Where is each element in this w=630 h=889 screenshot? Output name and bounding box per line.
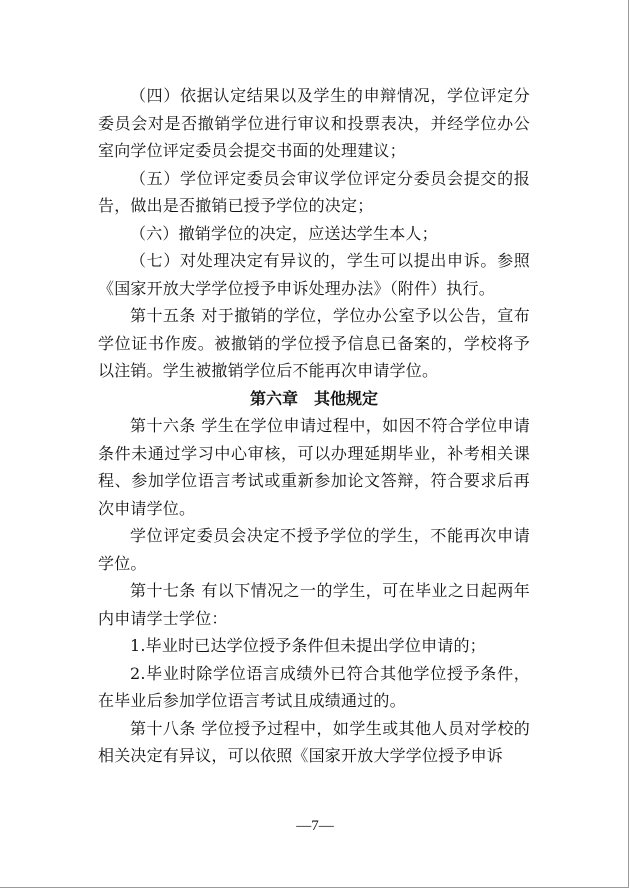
chapter-heading: 第六章 其他规定 xyxy=(249,388,378,408)
page-number: —7— xyxy=(296,818,334,834)
list-item-1: 1.毕业时已达学位授予条件但未提出学位申请的； xyxy=(130,636,486,655)
paragraph-degree-committee: 学位评定委员会决定不授予学位的学生，不能再次申请学位。 xyxy=(98,526,530,573)
paragraph-item-5: （五）学位评定委员会审议学位评定分委员会提交的报告，做出是否撤销已授予学位的决定； xyxy=(98,168,530,215)
paragraph-item-4: （四）依据认定结果以及学生的申辩情况，学位评定分委员会对是否撤销学位进行审议和投票表决，并经学位办公室向学位评定委员会提交书面的处理建议； xyxy=(98,86,530,160)
article-15: 第十五条 对于撤销的学位，学位办公室予以公告，宣布学位证书作废。被撤销的学位授予信息已备案的，学校将予以注销。学生被撤销学位后不能再次申请学位。 xyxy=(98,306,530,380)
document-body xyxy=(98,82,530,770)
article-16: 第十六条 学生在学位申请过程中，如因不符合学位申请条件未通过学习中心审核，可以办理延期毕业，补考相关课程、参加学位语言考试或重新参加论文答辩，符合要求后再次申请学位。 xyxy=(98,416,530,518)
paragraph-item-7: （七）对处理决定有异议的，学生可以提出申诉。参照《国家开放大学学位授予申诉处理办法》（附件）执行。 xyxy=(98,251,530,298)
list-item-2: 2.毕业时除学位语言成绩外已符合其他学位授予条件，在毕业后参加学位语言考试且成绩通过的。 xyxy=(98,663,530,710)
article-18: 第十八条 学位授予过程中，如学生或其他人员对学校的相关决定有异议，可以依照《国家开放大学学位授予申诉 xyxy=(98,718,530,765)
article-17: 第十七条 有以下情况之一的学生，可在毕业之日起两年内申请学士学位： xyxy=(98,581,530,628)
paragraph-item-6: （六）撤销学位的决定，应送达学生本人； xyxy=(130,223,438,243)
